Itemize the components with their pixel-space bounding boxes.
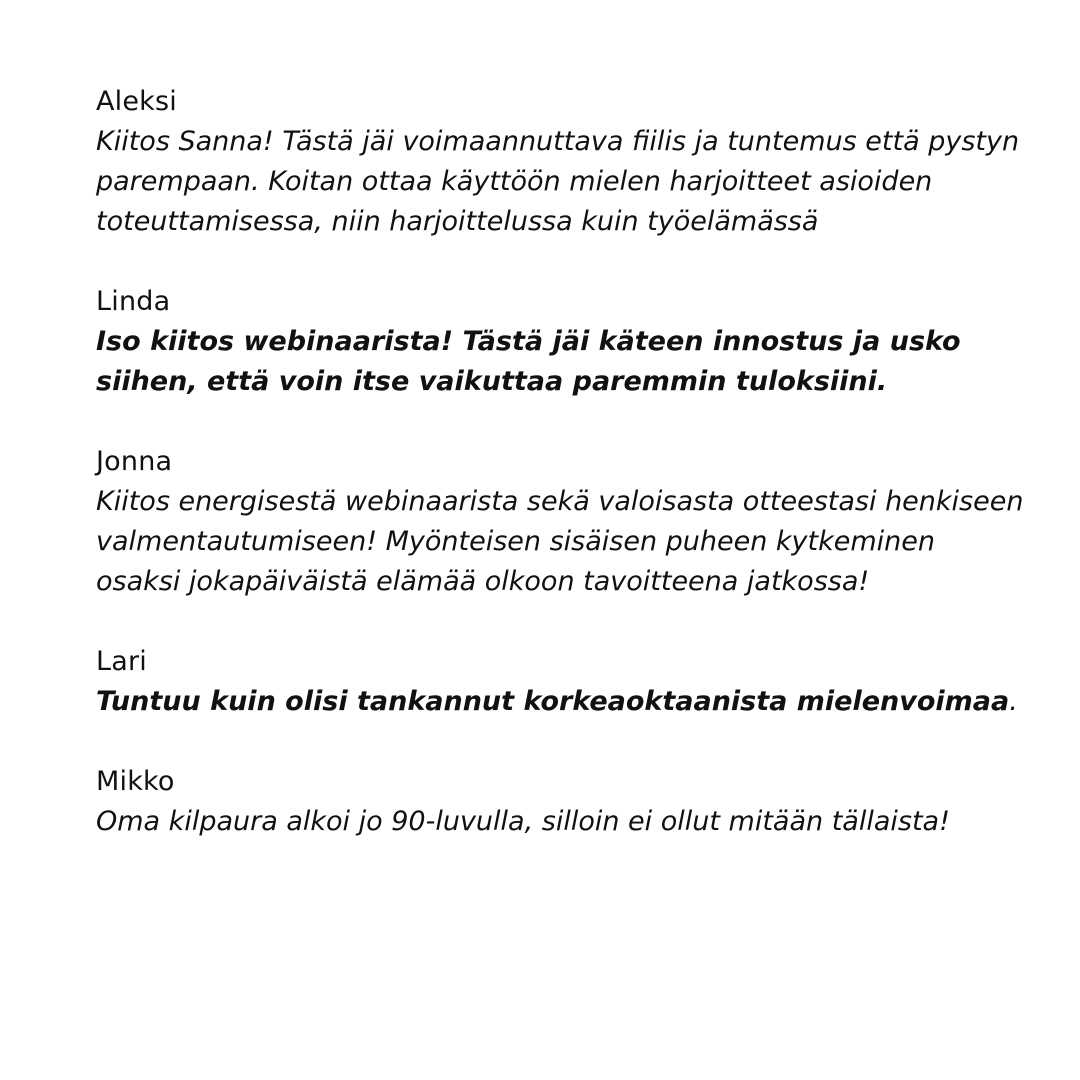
testimonial-author: Jonna <box>96 446 173 477</box>
testimonial-quote <box>96 682 1026 722</box>
testimonial-mikko <box>96 762 1026 842</box>
testimonial-aleksi <box>96 82 1026 242</box>
testimonial-quote-text: Tuntuu kuin olisi tankannut korkeaoktaanista mielenvoimaa <box>96 686 1010 717</box>
testimonial-lari <box>96 642 1026 722</box>
testimonial-author: Aleksi <box>96 86 177 117</box>
testimonial-quote-punctuation: . <box>1009 686 1018 717</box>
testimonial-linda <box>96 282 1026 402</box>
testimonial-jonna <box>96 442 1026 602</box>
testimonial-quote: Oma kilpaura alkoi jo 90-luvulla, silloin ei ollut mitään tällaista! <box>96 806 950 837</box>
testimonial-quote: Iso kiitos webinaarista! Tästä jäi käteen innostus ja usko siihen, että voin itse vaikuttaa paremmin tuloksiini. <box>96 326 961 397</box>
testimonial-quote: Kiitos Sanna! Tästä jäi voimaannuttava fiilis ja tuntemus että pystyn parempaan. Koitan ottaa käyttöön mielen harjoitteet asioiden toteuttamisessa, niin harjoittelussa kuin työelämässä <box>96 126 1020 237</box>
testimonial-author: Lari <box>96 646 147 677</box>
testimonials-page <box>96 82 1026 882</box>
testimonial-author: Mikko <box>96 766 175 797</box>
testimonial-author: Linda <box>96 286 171 317</box>
testimonial-quote: Kiitos energisestä webinaarista sekä valoisasta otteestasi henkiseen valmentautumiseen! Myönteisen sisäisen puheen kytkeminen osaksi jokapäiväistä elämää olkoon tavoitteena jatkossa! <box>96 486 1024 597</box>
